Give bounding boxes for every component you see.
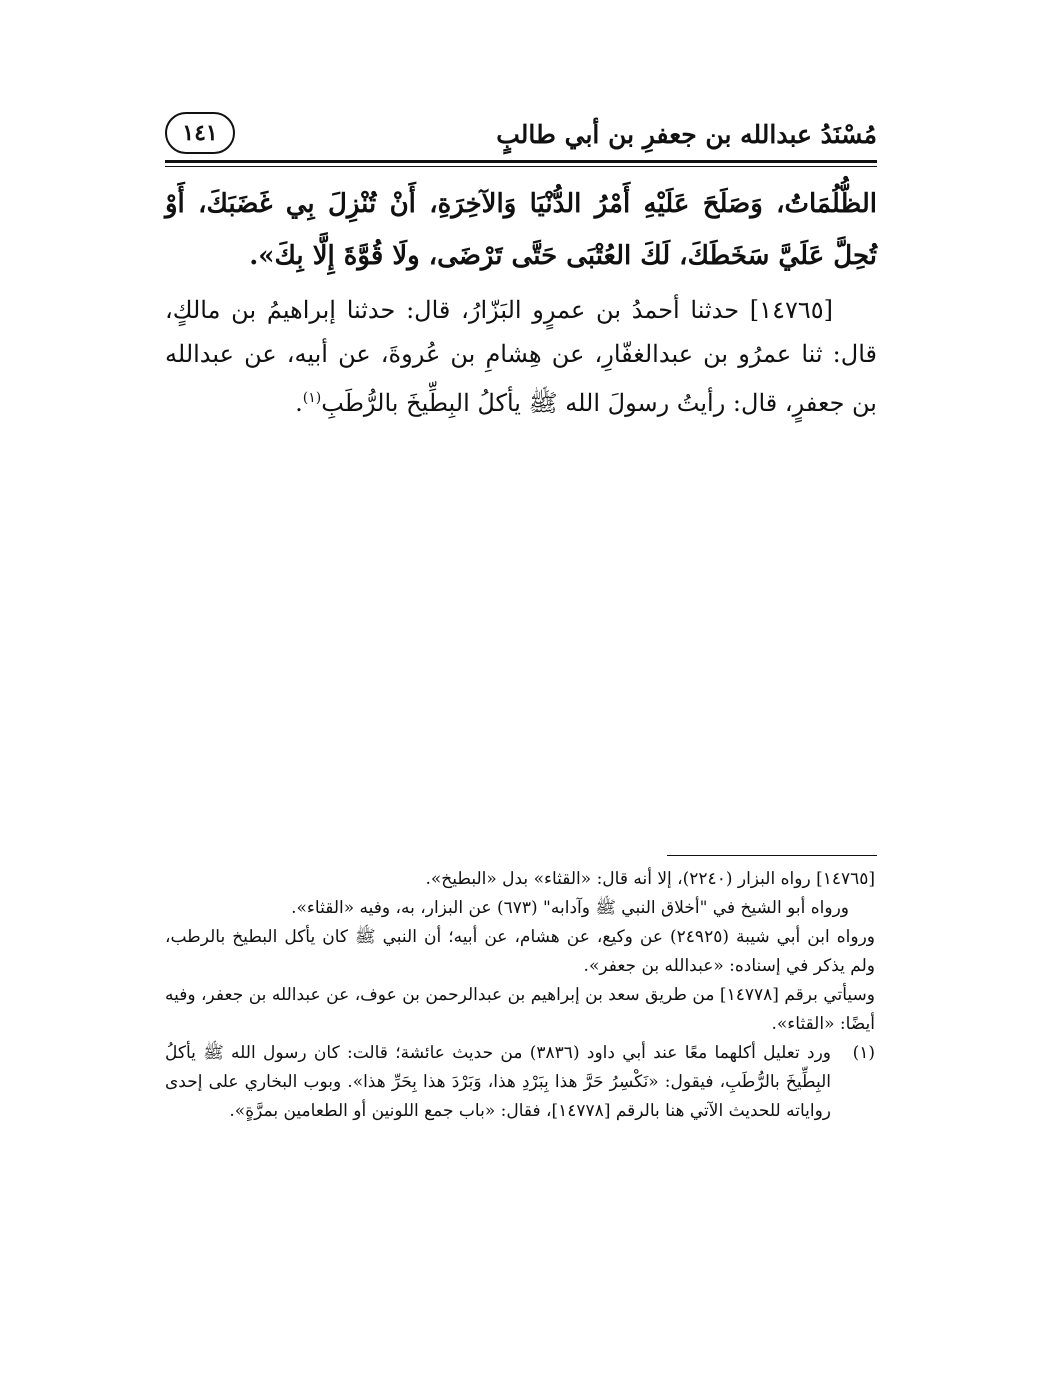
footnote-item: ورواه أبو الشيخ في "أخلاق النبي ﷺ وآدابه" (٦٧٣) عن البزار، به، وفيه «القثاء». bbox=[291, 898, 849, 918]
hadith-tail: . bbox=[295, 389, 303, 417]
footnote-marker: (١) bbox=[852, 1043, 875, 1063]
footnote-item: ورواه ابن أبي شيبة (٢٤٩٢٥) عن وكيع، عن هشام، عن أبيه؛ أن النبي ﷺ كان يأكل البطيخ بالرطب، ولم يذكر في إسناده: «عبدالله بن جعفر». bbox=[165, 927, 875, 976]
main-text bbox=[165, 178, 877, 425]
hadith-paragraph bbox=[165, 288, 877, 425]
footnotes bbox=[165, 865, 875, 1126]
hadith-continuation: الظُّلُمَاتُ، وَصَلَحَ عَلَيْهِ أَمْرُ الدُّنْيَا وَالآخِرَةِ، أَنْ تُنْزِلَ بِي غَضَبَكَ، أَوْ تُحِلَّ عَلَيَّ سَخَطَكَ، لَكَ العُتْبَى حَتَّى تَرْضَى، ولَا قُوَّةَ إِلَّا بِكَ». bbox=[165, 189, 878, 271]
footnote-item: [١٤٧٦٥] رواه البزار (٢٢٤٠)، إلا أنه قال: «القثاء» بدل «البطيخ». bbox=[425, 869, 875, 889]
page-header bbox=[165, 112, 877, 162]
running-title: مُسْنَدُ عبدالله بن جعفرِ بن أبي طالبٍ bbox=[496, 120, 877, 149]
header-rule-thick bbox=[165, 160, 877, 163]
footnote-numbered bbox=[165, 1039, 875, 1126]
footnote-separator bbox=[667, 855, 877, 856]
footnote-reference: (١) bbox=[302, 390, 322, 406]
footnote-item: ورد تعليل أكلهما معًا عند أبي داود (٣٨٣٦) من حديث عائشة؛ قالت: كان رسول الله ﷺ يأكلُ البِطِّيخَ بالرُّطَبِ، فيقول: «نَكْسِرُ حَرَّ هذا بِبَرْدِ هذا، وَبَرْدَ هذا بِحَرِّ هذا». وبوب البخاري على إحدى رواياته للحديث الآتي هنا بالرقم [١٤٧٧٨]، فقال: «باب جمع اللونين أو الطعامين بمرَّةٍ». bbox=[165, 1043, 831, 1121]
page-number-badge: ١٤١ bbox=[165, 112, 235, 154]
header-rule-thin bbox=[165, 166, 877, 167]
footnote-item: وسيأتي برقم [١٤٧٧٨] من طريق سعد بن إبراهيم بن عبدالرحمن بن عوف، عن عبدالله بن جعفر، وفيه أيضًا: «القثاء». bbox=[165, 985, 876, 1034]
hadith-text: [١٤٧٦٥] حدثنا أحمدُ بن عمرٍو البَزّارُ، قال: حدثنا إبراهيمُ بن مالكٍ، قال: ثنا عمرُو بن عبدالغفّارِ، عن هِشامِ بن عُروةَ، عن أبيه، عن عبدالله بن جعفرٍ، قال: رأيتُ رسولَ الله ﷺ يأكلُ البِطِّيخَ بالرُّطَبِ bbox=[165, 296, 877, 417]
